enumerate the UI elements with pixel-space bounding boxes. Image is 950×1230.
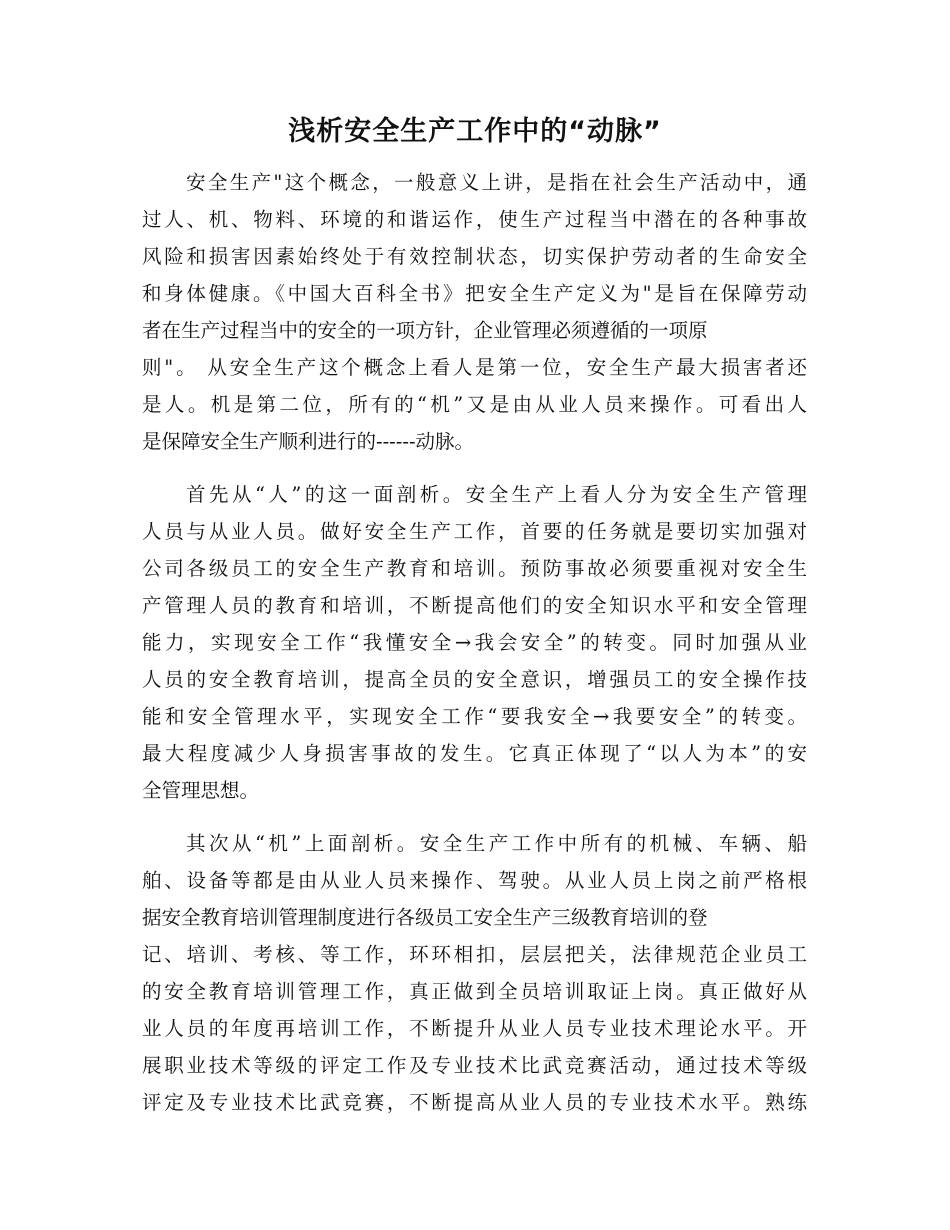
- paragraph-line: 记、培训、考核、等工作，环环相扣，层层把关，法律规范企业员工: [142, 943, 807, 966]
- paragraph-line: 能和安全管理水平，实现安全工作“要我安全→我要安全”的转变。: [142, 705, 807, 728]
- paragraph-line: 和身体健康。《中国大百科全书》把安全生产定义为"是旨在保障劳动: [142, 282, 807, 305]
- paragraph-line: 人员的安全教育培训，提高全员的安全意识，增强员工的安全操作技: [142, 668, 807, 691]
- paragraph-line: 是保障安全生产顺利进行的------动脉。: [142, 430, 475, 453]
- paragraph-line: 能力，实现安全工作“我懂安全→我会安全”的转变。同时加强从业: [142, 631, 807, 654]
- paragraph-line: 展职业技术等级的评定工作及专业技术比武竞赛活动，通过技术等级: [142, 1054, 807, 1077]
- paragraph-line: 的安全教育培训管理工作，真正做到全员培训取证上岗。真正做好从: [142, 980, 807, 1003]
- paragraph-line: 首先从“人”的这一面剖析。安全生产上看人分为安全生产管理: [186, 483, 807, 506]
- paragraph-line: 最大程度减少人身损害事故的发生。它真正体现了“以人为本”的安: [142, 742, 807, 765]
- paragraph-line: 公司各级员工的安全生产教育和培训。预防事故必须要重视对安全生: [142, 557, 807, 580]
- paragraph-1: [142, 164, 807, 460]
- paragraph-line: 业人员的年度再培训工作，不断提升从业人员专业技术理论水平。开: [142, 1017, 807, 1040]
- paragraph-line: 风险和损害因素始终处于有效控制状态，切实保护劳动者的生命安全: [142, 245, 807, 268]
- paragraph-line: 舶、设备等都是由从业人员来操作、驾驶。从业人员上岗之前严格根: [142, 869, 807, 892]
- paragraph-line: 产管理人员的教育和培训，不断提高他们的安全知识水平和安全管理: [142, 594, 807, 617]
- document-title: 浅析安全生产工作中的“动脉”: [288, 116, 662, 147]
- paragraph-3: [142, 825, 807, 1121]
- paragraph-line: 则"。 从安全生产这个概念上看人是第一位，安全生产最大损害者还: [142, 356, 807, 379]
- paragraph-line: 评定及专业技术比武竞赛，不断提高从业人员的专业技术水平。熟练: [142, 1091, 807, 1114]
- paragraph-line: 全管理思想。: [142, 779, 260, 802]
- paragraph-line: 者在生产过程当中的安全的一项方针，企业管理必须遵循的一项原: [142, 319, 708, 342]
- paragraph-line: 过人、机、物料、环境的和谐运作，使生产过程当中潜在的各种事故: [142, 208, 807, 231]
- paragraph-line: 是人。机是第二位，所有的“机”又是由从业人员来操作。可看出人: [142, 393, 807, 416]
- paragraph-line: 据安全教育培训管理制度进行各级员工安全生产三级教育培训的登: [142, 906, 708, 929]
- paragraph-line: 安全生产"这个概念，一般意义上讲，是指在社会生产活动中，通: [186, 171, 807, 194]
- paragraph-2: [142, 476, 807, 809]
- paragraph-line: 其次从“机”上面剖析。安全生产工作中所有的机械、车辆、船: [186, 832, 807, 855]
- paragraph-line: 人员与从业人员。做好安全生产工作，首要的任务就是要切实加强对: [142, 520, 807, 543]
